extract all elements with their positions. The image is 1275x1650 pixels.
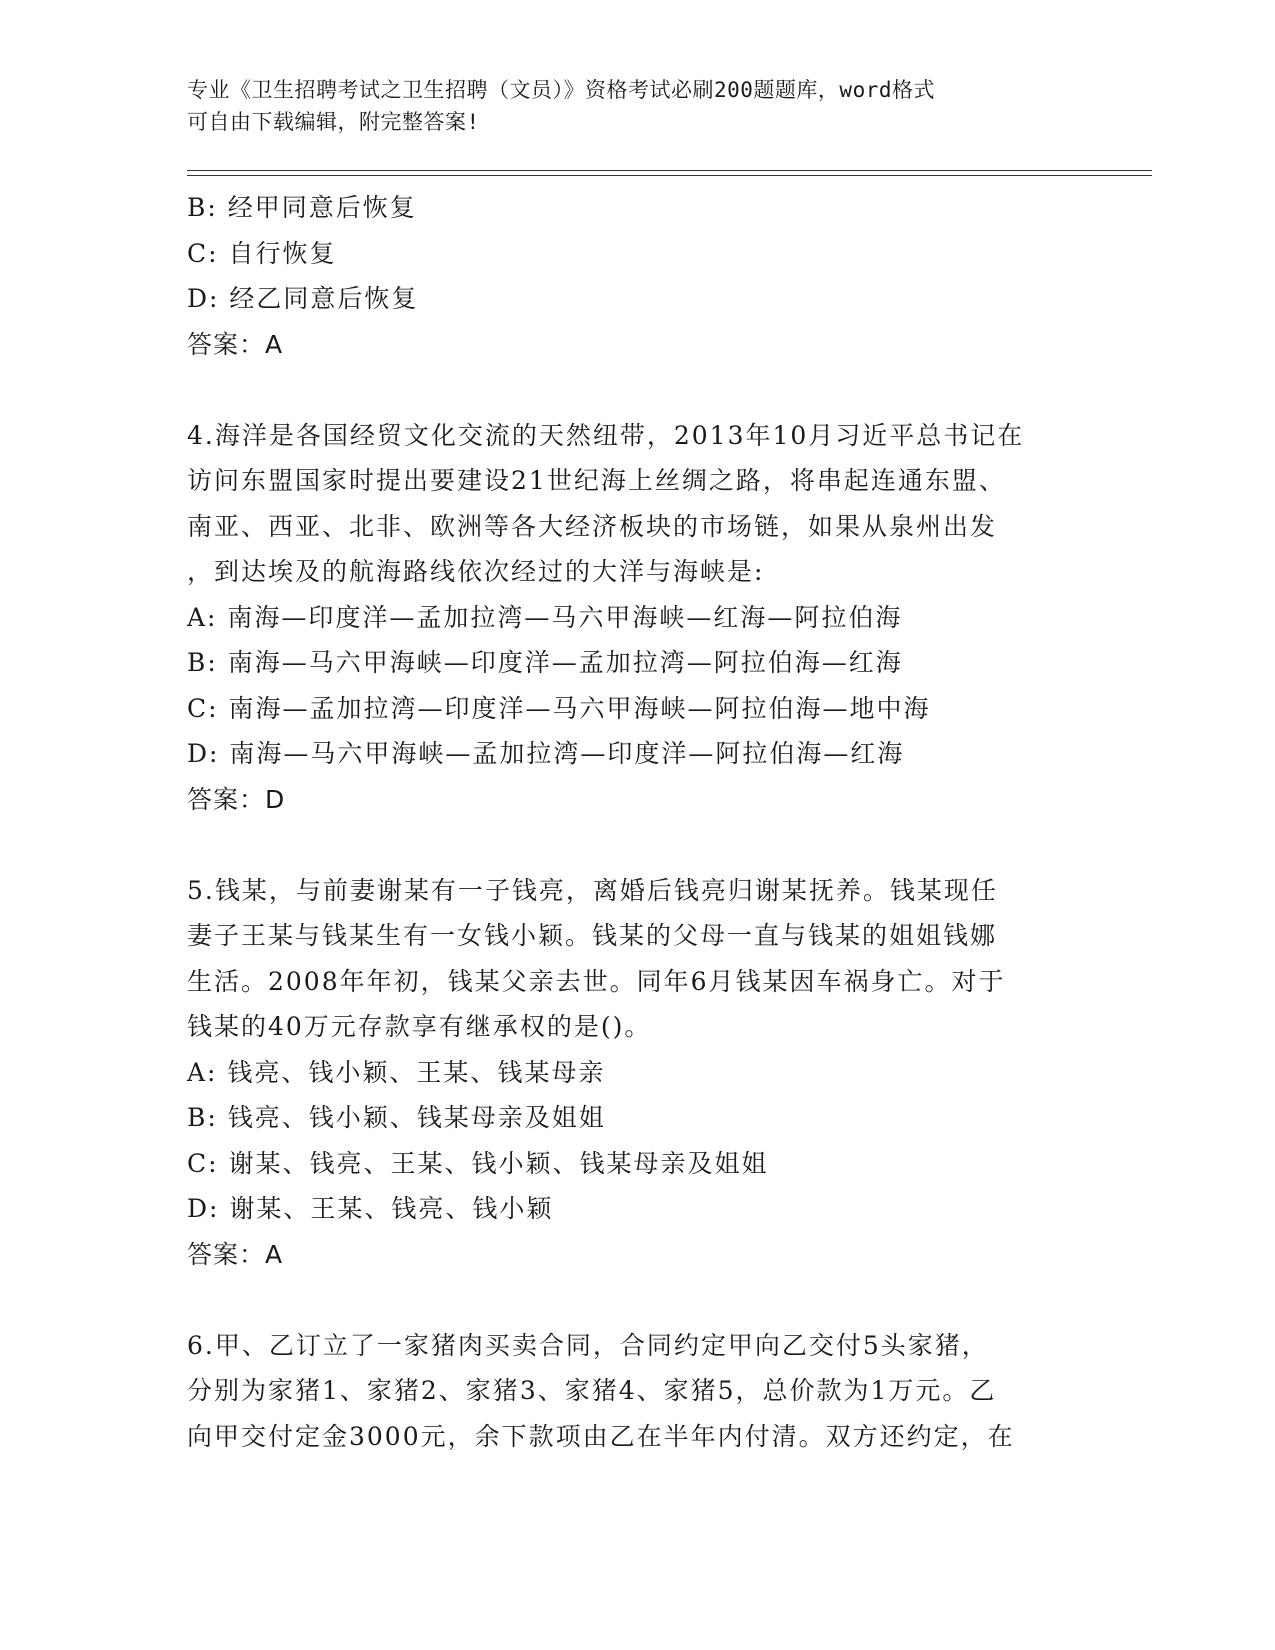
header-title-line-1: 专业《卫生招聘考试之卫生招聘（文员）》资格考试必刷200题题库，word格式 — [187, 78, 935, 102]
q3-option-b: B: 经甲同意后恢复 — [187, 193, 417, 222]
q3-option-d: D: 经乙同意后恢复 — [187, 284, 419, 313]
q4-stem-line: 访问东盟国家时提出要建设21世纪海上丝绸之路，将串起连通东盟、 — [187, 466, 1006, 495]
document-header — [187, 74, 1087, 138]
q4-stem-line: ，到达埃及的航海路线依次经过的大洋与海峡是: — [187, 557, 765, 586]
q3-option-c: C: 自行恢复 — [187, 238, 337, 268]
question-6-block — [187, 1323, 1087, 1460]
q4-answer: 答案：D — [187, 784, 286, 814]
spacer — [187, 1277, 1087, 1323]
q4-option-b: B: 南海—马六甲海峡—印度洋—孟加拉湾—阿拉伯海—红海 — [187, 648, 903, 677]
question-3-block — [187, 185, 1087, 367]
spacer — [187, 367, 1087, 413]
q4-stem-line: 4.海洋是各国经贸文化交流的天然纽带，2013年10月习近平总书记在 — [187, 420, 1025, 450]
q4-option-c: C: 南海—孟加拉湾—印度洋—马六甲海峡—阿拉伯海—地中海 — [187, 693, 931, 723]
question-5-block — [187, 868, 1087, 1278]
q4-stem-line: 南亚、西亚、北非、欧洲等各大经济板块的市场链，如果从泉州出发 — [187, 511, 998, 541]
header-divider-top — [187, 170, 1152, 171]
q5-option-c: C: 谢某、钱亮、王某、钱小颖、钱某母亲及姐姐 — [187, 1148, 769, 1178]
question-content — [187, 185, 1087, 1459]
q6-stem-line: 6.甲、乙订立了一家猪肉买卖合同，合同约定甲向乙交付5头家猪， — [187, 1330, 989, 1360]
q5-stem-line: 妻子王某与钱某生有一女钱小颖。钱某的父母一直与钱某的姐姐钱娜 — [187, 921, 998, 950]
header-divider-bottom — [187, 175, 1152, 176]
q4-option-a: A: 南海—印度洋—孟加拉湾—马六甲海峡—红海—阿拉伯海 — [187, 602, 903, 632]
spacer — [187, 822, 1087, 868]
q5-stem-line: 钱某的40万元存款享有继承权的是()。 — [187, 1012, 652, 1041]
q5-option-d: D: 谢某、王某、钱亮、钱小颖 — [187, 1194, 554, 1223]
q6-stem-line: 分别为家猪1、家猪2、家猪3、家猪4、家猪5，总价款为1万元。乙 — [187, 1376, 997, 1405]
q6-stem-line: 向甲交付定金3000元，余下款项由乙在半年内付清。双方还约定，在 — [187, 1421, 1015, 1451]
q5-stem-line: 生活。2008年年初，钱某父亲去世。同年6月钱某因车祸身亡。对于 — [187, 966, 1006, 996]
header-title-line-2: 可自由下载编辑，附完整答案! — [187, 110, 480, 134]
q5-option-b: B: 钱亮、钱小颖、钱某母亲及姐姐 — [187, 1103, 606, 1132]
q4-option-d: D: 南海—马六甲海峡—孟加拉湾—印度洋—阿拉伯海—红海 — [187, 739, 905, 768]
q5-stem-line: 5.钱某，与前妻谢某有一子钱亮，离婚后钱亮归谢某抚养。钱某现任 — [187, 875, 998, 905]
q5-option-a: A: 钱亮、钱小颖、王某、钱某母亲 — [187, 1057, 606, 1087]
question-4-block — [187, 413, 1087, 823]
q3-answer: 答案：A — [187, 329, 284, 359]
q5-answer: 答案：A — [187, 1239, 284, 1269]
